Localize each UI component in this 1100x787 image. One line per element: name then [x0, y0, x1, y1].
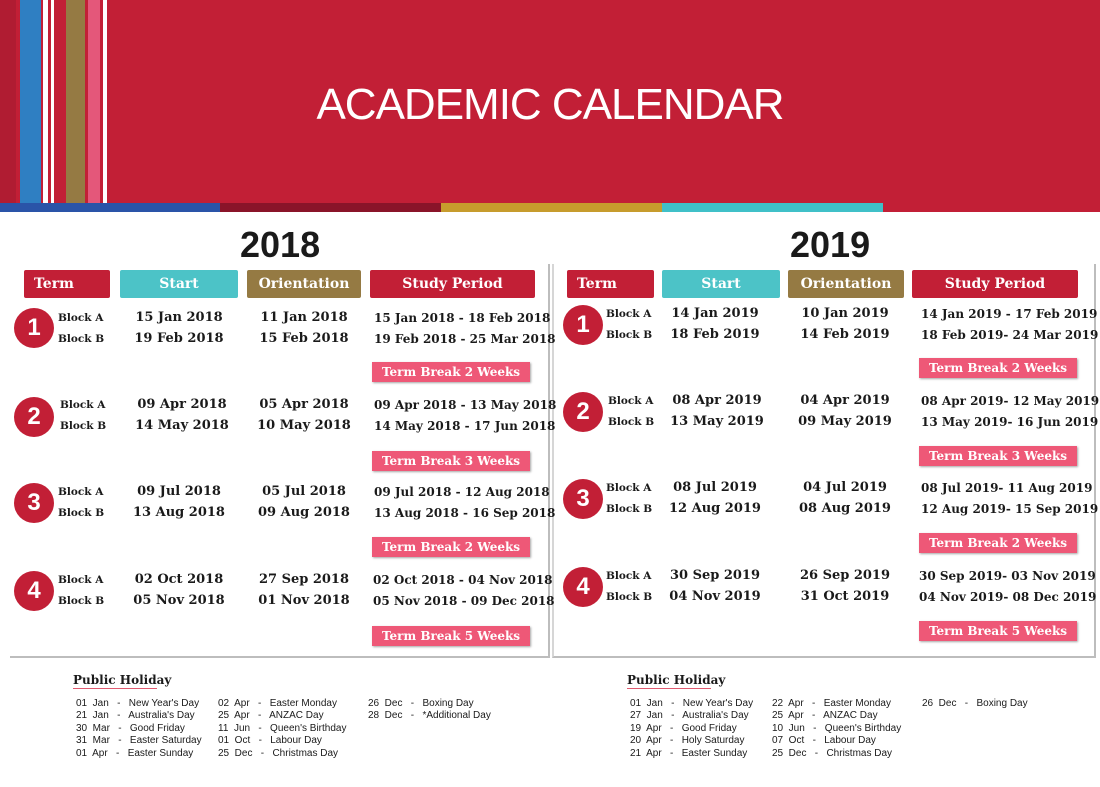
holiday-item: 21 Jan - Australia's Day	[76, 710, 195, 721]
holiday-item: 31 Mar - Easter Saturday	[76, 735, 202, 746]
block-label: Block B	[58, 333, 105, 345]
study-period: 13 May 2019- 16 Jun 2019	[921, 415, 1099, 429]
block-label: Block B	[606, 503, 653, 515]
block-label: Block B	[58, 595, 105, 607]
start-date: 09 Jul 2018	[137, 484, 221, 499]
study-period: 02 Oct 2018 - 04 Nov 2018	[373, 573, 553, 587]
term-number-badge: 4	[14, 571, 54, 611]
holiday-item: 11 Jun - Queen's Birthday	[218, 723, 347, 734]
orientation-date: 10 May 2018	[257, 418, 351, 433]
holiday-item: 26 Dec - Boxing Day	[922, 698, 1028, 709]
block-label: Block A	[606, 308, 652, 320]
start-date: 13 Aug 2018	[133, 505, 225, 520]
start-date: 30 Sep 2019	[669, 568, 761, 583]
start-date: 19 Feb 2018	[134, 331, 224, 346]
orientation-date: 05 Jul 2018	[262, 484, 346, 499]
start-date: 14 Jan 2019	[671, 306, 759, 321]
study-period: 05 Nov 2018 - 09 Dec 2018	[373, 594, 555, 608]
orientation-date: 09 Aug 2018	[258, 505, 350, 520]
start-date: 05 Nov 2018	[133, 593, 225, 608]
term-number-badge: 2	[563, 392, 603, 432]
year-title: 2018	[240, 224, 321, 265]
term-break-badge: Term Break 5 Weeks	[372, 626, 530, 646]
holiday-item: 01 Apr - Easter Sunday	[76, 748, 194, 759]
block-label: Block A	[606, 570, 652, 582]
orientation-date: 04 Apr 2019	[800, 393, 890, 408]
study-period: 15 Jan 2018 - 18 Feb 2018	[374, 311, 551, 325]
term-number-badge: 4	[563, 567, 603, 607]
orientation-date: 10 Jan 2019	[801, 306, 889, 321]
term-break-badge: Term Break 3 Weeks	[919, 446, 1077, 466]
orientation-date: 27 Sep 2018	[258, 572, 350, 587]
holiday-item: 20 Apr - Holy Saturday	[630, 735, 745, 746]
term-break-badge: Term Break 5 Weeks	[919, 621, 1077, 641]
page-title: ACADEMIC CALENDAR	[316, 80, 784, 129]
study-period: 14 May 2018 - 17 Jun 2018	[374, 419, 556, 433]
start-date: 13 May 2019	[670, 414, 764, 429]
holiday-item: 28 Dec - *Additional Day	[368, 710, 491, 721]
study-period: 30 Sep 2019- 03 Nov 2019	[919, 569, 1096, 583]
term-break-badge: Term Break 3 Weeks	[372, 451, 530, 471]
holiday-item: 25 Apr - ANZAC Day	[772, 710, 878, 721]
term-break-badge: Term Break 2 Weeks	[372, 362, 530, 382]
holiday-underline	[73, 688, 157, 689]
column-header-orientation: Orientation	[247, 270, 361, 298]
start-date: 15 Jan 2018	[135, 310, 223, 325]
term-number-badge: 1	[14, 308, 54, 348]
color-bar-segment	[441, 203, 662, 212]
block-label: Block B	[606, 329, 653, 341]
block-label: Block A	[60, 399, 106, 411]
color-bar-segment	[883, 203, 1100, 212]
holiday-item: 25 Dec - Christmas Day	[218, 748, 339, 759]
color-bar-segment	[0, 203, 220, 212]
holiday-item: 02 Apr - Easter Monday	[218, 698, 337, 709]
study-period: 04 Nov 2019- 08 Dec 2019	[919, 590, 1097, 604]
column-header-start: Start	[662, 270, 780, 298]
orientation-date: 11 Jan 2018	[260, 310, 348, 325]
term-number-badge: 1	[563, 305, 603, 345]
holiday-item: 07 Oct - Labour Day	[772, 735, 876, 746]
holiday-item: 25 Apr - ANZAC Day	[218, 710, 324, 721]
holiday-item: 19 Apr - Good Friday	[630, 723, 737, 734]
color-bar-segment	[220, 203, 441, 212]
block-label: Block B	[608, 416, 655, 428]
term-break-badge: Term Break 2 Weeks	[919, 533, 1077, 553]
year-title: 2019	[790, 224, 871, 265]
study-period: 08 Jul 2019- 11 Aug 2019	[921, 481, 1093, 495]
block-label: Block A	[608, 395, 654, 407]
orientation-date: 09 May 2019	[798, 414, 892, 429]
orientation-date: 14 Feb 2019	[800, 327, 890, 342]
start-date: 04 Nov 2019	[669, 589, 761, 604]
column-header-study-period: Study Period	[370, 270, 535, 298]
holiday-item: 22 Apr - Easter Monday	[772, 698, 891, 709]
block-label: Block B	[606, 591, 653, 603]
holiday-item: 25 Dec - Christmas Day	[772, 748, 893, 759]
term-number-badge: 3	[563, 479, 603, 519]
start-date: 18 Feb 2019	[670, 327, 760, 342]
holiday-item: 01 Jan - New Year's Day	[630, 698, 754, 709]
column-header-orientation: Orientation	[788, 270, 904, 298]
public-holiday-title: Public Holiday	[73, 673, 172, 687]
term-number-badge: 2	[14, 397, 54, 437]
start-date: 08 Apr 2019	[672, 393, 762, 408]
start-date: 12 Aug 2019	[669, 501, 761, 516]
holiday-item: 26 Dec - Boxing Day	[368, 698, 474, 709]
block-label: Block B	[60, 420, 107, 432]
study-period: 09 Jul 2018 - 12 Aug 2018	[374, 485, 550, 499]
column-header-start: Start	[120, 270, 238, 298]
holiday-item: 27 Jan - Australia's Day	[630, 710, 749, 721]
start-date: 09 Apr 2018	[137, 397, 227, 412]
study-period: 18 Feb 2019- 24 Mar 2019	[921, 328, 1099, 342]
study-period: 13 Aug 2018 - 16 Sep 2018	[374, 506, 556, 520]
orientation-date: 15 Feb 2018	[259, 331, 349, 346]
block-label: Block A	[606, 482, 652, 494]
column-header-study-period: Study Period	[912, 270, 1078, 298]
block-label: Block B	[58, 507, 105, 519]
block-label: Block A	[58, 486, 104, 498]
header-banner	[0, 0, 1100, 203]
study-period: 19 Feb 2018 - 25 Mar 2018	[374, 332, 556, 346]
public-holiday-title: Public Holiday	[627, 673, 726, 687]
study-period: 08 Apr 2019- 12 May 2019	[921, 394, 1100, 408]
holiday-item: 30 Mar - Good Friday	[76, 723, 185, 734]
study-period: 12 Aug 2019- 15 Sep 2019	[921, 502, 1099, 516]
column-header-term: Term	[567, 270, 654, 298]
term-number-badge: 3	[14, 483, 54, 523]
term-break-badge: Term Break 2 Weeks	[919, 358, 1077, 378]
term-break-badge: Term Break 2 Weeks	[372, 537, 530, 557]
orientation-date: 01 Nov 2018	[258, 593, 350, 608]
study-period: 09 Apr 2018 - 13 May 2018	[374, 398, 557, 412]
block-label: Block A	[58, 312, 104, 324]
column-header-term: Term	[24, 270, 110, 298]
holiday-item: 01 Jan - New Year's Day	[76, 698, 200, 709]
orientation-date: 05 Apr 2018	[259, 397, 349, 412]
holiday-item: 21 Apr - Easter Sunday	[630, 748, 748, 759]
start-date: 08 Jul 2019	[673, 480, 757, 495]
study-period: 14 Jan 2019 - 17 Feb 2019	[921, 307, 1098, 321]
color-bar-segment	[662, 203, 883, 212]
orientation-date: 26 Sep 2019	[799, 568, 891, 583]
holiday-item: 10 Jun - Queen's Birthday	[772, 723, 902, 734]
block-label: Block A	[58, 574, 104, 586]
orientation-date: 04 Jul 2019	[803, 480, 887, 495]
holiday-underline	[627, 688, 711, 689]
start-date: 14 May 2018	[135, 418, 229, 433]
orientation-date: 08 Aug 2019	[799, 501, 891, 516]
holiday-item: 01 Oct - Labour Day	[218, 735, 322, 746]
orientation-date: 31 Oct 2019	[800, 589, 890, 604]
start-date: 02 Oct 2018	[134, 572, 224, 587]
